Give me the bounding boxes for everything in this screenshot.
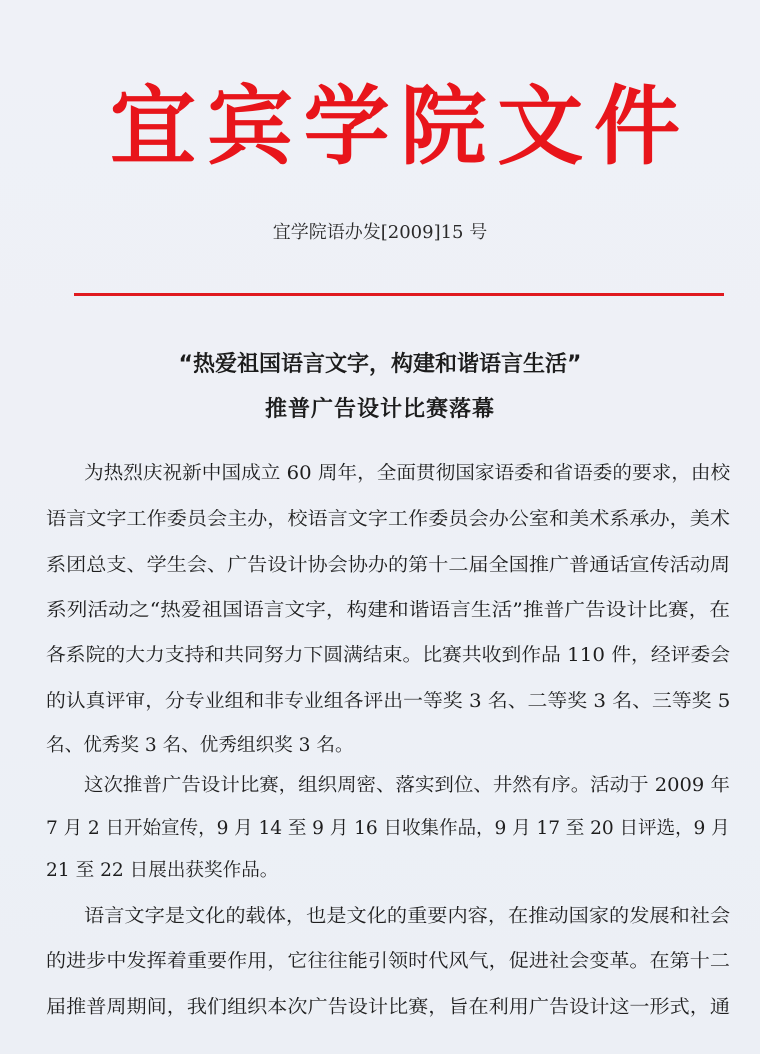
masthead-char: 学 (303, 76, 390, 177)
body-line: 为热烈庆祝新中国成立 60 周年，全面贯彻国家语委和省语委的要求，由校 (84, 463, 731, 484)
masthead-char: 院 (400, 76, 487, 177)
body-line: 这次推普广告设计比赛，组织周密、落实到位、井然有序。活动于 2009 年 (84, 775, 730, 796)
masthead-char: 文 (497, 76, 584, 177)
body-line: 届推普周期间，我们组织本次广告设计比赛，旨在利用广告设计这一形式，通 (46, 997, 731, 1018)
body-line: 语言文字工作委员会主办，校语言文字工作委员会办公室和美术系承办，美术 (46, 509, 731, 530)
body-line: 系团总支、学生会、广告设计协会协办的第十二届全国推广普通话宣传活动周 (46, 555, 731, 576)
masthead-char: 件 (593, 76, 680, 177)
body-line: 语言文字是文化的载体，也是文化的重要内容，在推动国家的发展和社会 (84, 906, 731, 927)
body-line: 名、优秀奖 3 名、优秀组织奖 3 名。 (46, 735, 354, 756)
body-line: 的认真评审，分专业组和非专业组各评出一等奖 3 名、二等奖 3 名、三等奖 5 (46, 691, 731, 712)
headline-line-2: 推普广告设计比赛落幕 (264, 397, 495, 422)
masthead-title (110, 72, 680, 182)
document-number: 宜学院语办发[2009]15 号 (272, 222, 488, 243)
red-divider-rule (74, 293, 724, 296)
body-line: 系列活动之“热爱祖国语言文字，构建和谐语言生活”推普广告设计比赛，在 (46, 600, 731, 621)
body-line: 7 月 2 日开始宣传，9 月 14 至 9 月 16 日收集作品，9 月 17 至 20 日评选，9 月 (46, 818, 730, 839)
masthead-char: 宾 (206, 76, 293, 177)
body-line: 各系院的大力支持和共同努力下圆满结束。比赛共收到作品 110 件，经评委会 (46, 645, 731, 666)
body-line: 的进步中发挥着重要作用，它往往能引领时代风气，促进社会变革。在第十二 (46, 951, 731, 972)
masthead-char: 宜 (110, 76, 196, 177)
headline-line-1: “热爱祖国语言文字，构建和谐语言生活” (178, 352, 582, 377)
body-line: 21 至 22 日展出获奖作品。 (46, 860, 279, 881)
